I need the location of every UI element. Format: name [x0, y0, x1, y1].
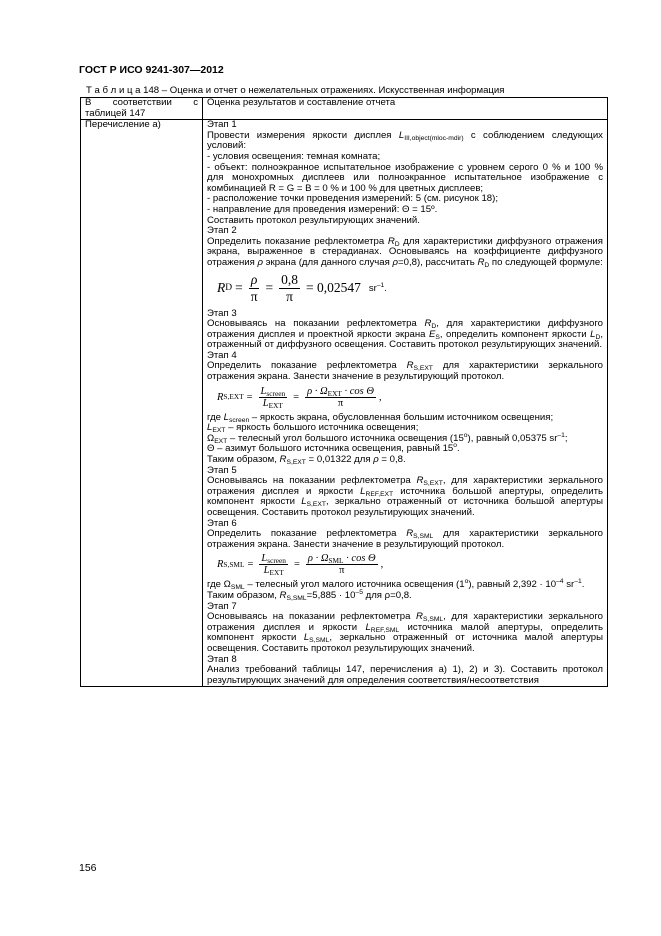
stage-paragraph: Анализ требований таблицы 147, перечисления а) 1), 2) и 3). Составить протокол результирующих значений для определения соответствия/несоответствия — [207, 664, 603, 686]
header-cell-evaluation: Оценка результатов и составление отчета — [203, 98, 608, 120]
stage-paragraph: Определить показание рефлектометра $R_{S,SML}$ для характеристики зеркального отражения экрана. Занести значение в результирующий протокол. — [207, 528, 603, 550]
stage-paragraph: Составить протокол результирующих значений. — [207, 214, 420, 226]
table-caption: Т а б л и ц а 148 – Оценка и отчет о нежелательных отражениях. Искусственная информация — [86, 85, 505, 96]
header-word: соответствии — [112, 97, 172, 108]
condition-item: - расположение точки проведения измерений: 5 (см. рисунок 18); — [207, 193, 498, 205]
stage-title: Этап 5 — [207, 464, 237, 476]
stage-paragraph: Провести измерения яркости дисплея $L_{III,object(mloc-mdir)}$ с соблюдением следующих условий: — [207, 129, 603, 152]
definition: где $L_{screen}$ – яркость экрана, обусловленная большим источником освещения; — [207, 411, 554, 424]
condition-item: - условия освещения: темная комната; — [207, 150, 381, 162]
stage-paragraph: Основываясь на показании рефлектометра $R_{S,SML}$, для характеристики зеркального отражения дисплея и яркости $L_{REF,SML}$ источника малой апертуры, определить компонент яркости $L_{S,SML}$, зеркально отраженный от источника малой апертуры освещения. Составить протокол результирующих значений. — [207, 611, 603, 654]
definition: $L_{EXT}$ – яркость большого источника освещения; — [207, 422, 419, 435]
document-header: ГОСТ Р ИСО 9241-307—2012 — [79, 64, 224, 76]
definition: где $\Omega_{SML}$ – телесный угол малого источника освещения (1$^o$), равный $2,392 \cdot 10^{-4}$ $sr^{-1}$. — [207, 578, 585, 592]
page-number: 156 — [79, 862, 97, 874]
table-header-row — [81, 98, 608, 120]
stage-title: Этап 6 — [207, 517, 237, 529]
stage-paragraph: Определить показание рефлектометра $R_{S,EXT}$ для характеристики зеркального отражения экрана. Занести значение в результирующий протокол. — [207, 360, 603, 383]
result: Таким образом, $R_{S,SML}=5,885 \cdot 10^{-5}$ для ρ=0,8. — [207, 588, 412, 602]
formula-rs-sml: R S,SML = $\frac{L_{screen}}{L_{EXT}}$ = $\frac{\rho \cdot \Omega_{SML} \cdot \cos \Theta}{\pi}$ , — [217, 553, 384, 578]
stage-paragraph: Основываясь на показании рефлектометра $R_{S,EXT}$, для характеристики зеркального отражения дисплея и яркости $L_{REF,EXT}$ источника большой апертуры, определить компонент яркости $L_{S,EXT}$, зеркально отраженный от источника большой апертуры освещения. Составить протокол результирующих значений. — [207, 475, 603, 518]
formula-rd: R D = $\frac{\rho}{\pi}$ = $\frac{0,8}{\pi}$ = 0,02547 $sr^{-1}$. — [217, 271, 387, 304]
row-label: Перечисление а) — [81, 120, 203, 687]
definition: Θ – азимут большого источника освещения, равный 15$^o$. — [207, 442, 460, 455]
stage-title: Этап 2 — [207, 225, 237, 237]
evaluation-content — [203, 120, 608, 687]
table-row — [81, 120, 608, 687]
header-word: с — [193, 97, 198, 108]
stage-title: Этап 1 — [207, 119, 237, 131]
evaluation-table — [80, 97, 608, 687]
condition-item: - направление для проведения измерений: Θ = 15º. — [207, 203, 438, 215]
stage-title: Этап 3 — [207, 307, 237, 319]
stage-title: Этап 4 — [207, 349, 237, 361]
condition-item: - объект: полноэкранное испытательное изображение с уровнем серого 0 % и 100 % для монохромных дисплеев или полноэкранное испытательное изображение с комбинацией R = G = B = 0 % и 100 % для цветных дисплеев; — [207, 161, 603, 194]
header-word: В — [85, 97, 92, 108]
stage-title: Этап 8 — [207, 653, 237, 665]
stage-paragraph: Основываясь на показании рефлектометра $R_D$, для характеристики диффузного отражения дисплея и проектной яркости экрана $E_S$, определить компонент яркости $L_D$, отраженный от диффузного освещения. Составить протокол результирующих значений. — [207, 318, 603, 351]
stage-title: Этап 7 — [207, 600, 237, 612]
header-word: таблицей 147 — [85, 107, 146, 119]
stage-paragraph: Определить показание рефлектометра $R_D$ для характеристики диффузного отражения экрана, выраженное в стерадианах. Основываясь на коэффициенте диффузного отражения ρ экрана (для данного случая ρ=0,8), рассчитать $R_D$ по следующей формуле: — [207, 235, 603, 269]
result: Таким образом, $R_{S,EXT} = 0,01322$ для ρ = 0,8. — [207, 454, 406, 467]
header-cell-reference — [81, 98, 203, 120]
formula-rs-ext: R S,EXT = $\frac{L_{screen}}{L_{EXT}}$ = $\frac{\rho \cdot \Omega_{EXT} \cdot \cos \Theta}{\pi}$ , — [217, 385, 382, 410]
definition: $\Omega_{EXT}$ – телесный угол большого источника освещения (15$^o$), равный 0,05375 $sr^{-1}$; — [207, 431, 568, 445]
